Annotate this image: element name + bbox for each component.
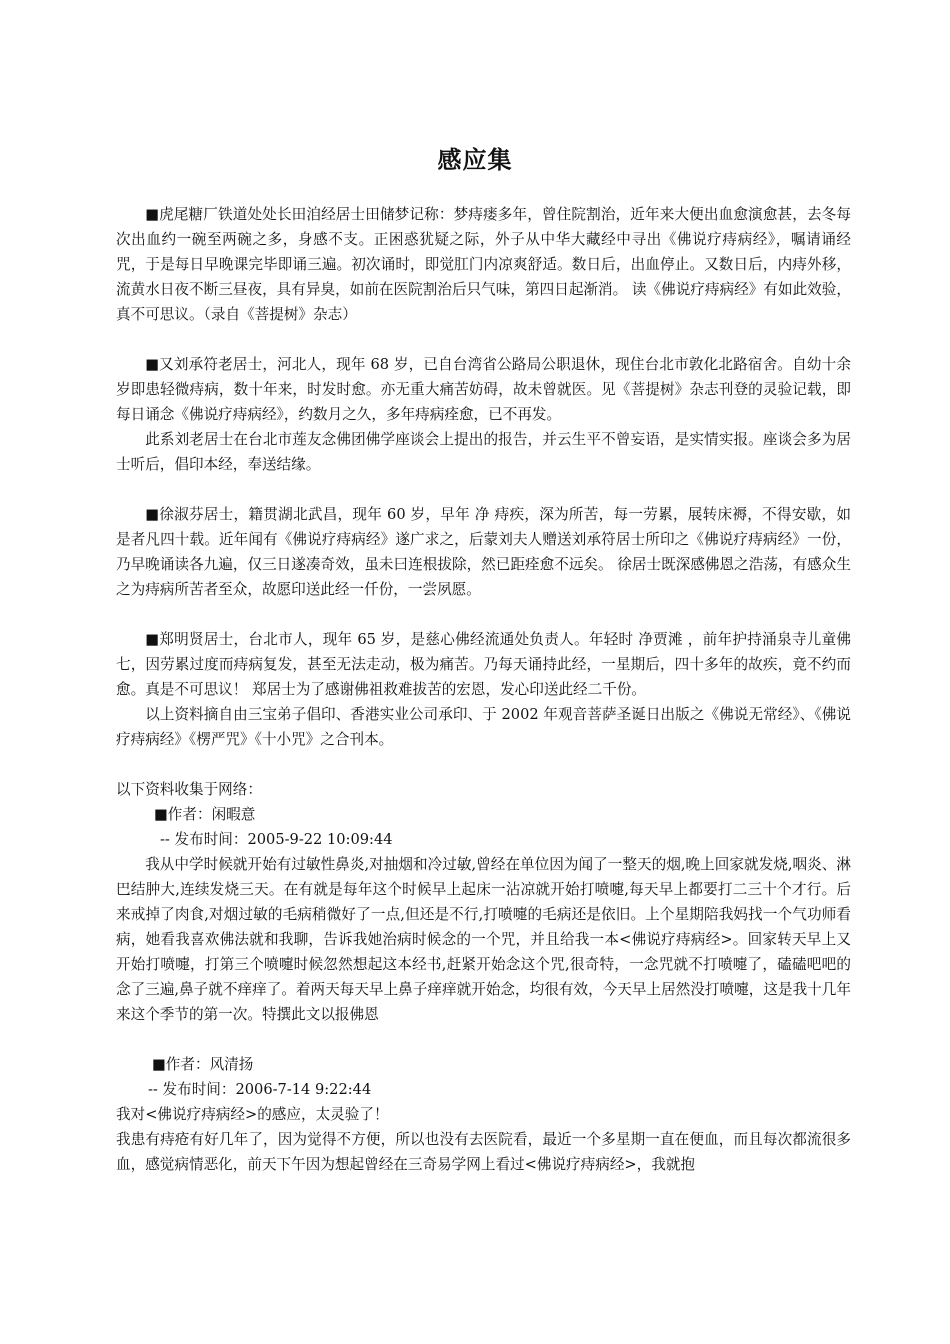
post-headline: 我对<佛说疗痔病经>的感应，太灵验了！ (116, 1106, 389, 1123)
testimony-tian-paragraph: ■虎尾糖厂铁道处处长田洎经居士田储梦记称：梦痔瘘多年，曾住院割治，近年来大便出血愈演愈甚，去冬每次出血约一碗至两碗之多，身感不支。正困惑犹疑之际，外子从中华大藏经中寻出《佛说疗痔病经》，嘱请诵经咒，于是每日早晚课完毕即诵三遍。初次诵时，即觉肛门内凉爽舒适。数日后，出血停止。又数日后，内痔外移，流黄水日夜不断三昼夜，具有异臭，如前在医院割治后只气味，第四日起渐消。 读《佛说疗痔病经》有如此效验，真不可思议。（录自《菩提树》杂志） (116, 206, 851, 323)
source-note-paragraph: 以上资料摘自由三宝弟子倡印、香港实业公司承印、于 2002 年观音菩萨圣诞日出版之《佛说无常经》、《佛说疗痔病经》《楞严咒》《十小咒》之合刊本。 (116, 706, 851, 748)
spacer (116, 602, 851, 627)
spacer (116, 1027, 851, 1052)
post-body-paragraph: 我从中学时候就开始有过敏性鼻炎,对抽烟和冷过敏,曾经在单位因为闻了一整天的烟,晚上回家就发烧,咽炎、淋巴结肿大,连续发烧三天。在有就是每年这个时候早上起床一沾凉就开始打喷嚏,每天早上都要打二三十个才行。后来戒掉了肉食,对烟过敏的毛病稍微好了一点,但还是不行,打喷嚏的毛病还是依旧。上个星期陪我妈找一个气功师看病，她看我喜欢佛法就和我聊，告诉我她治病时候念的一个咒，并且给我一本<佛说疗痔病经>。回家转天早上又开始打喷嚏，打第三个喷嚏时候忽然想起这本经书,赶紧开始念这个咒,很奇特，一念咒就不打喷嚏了，磕磕吧吧的念了三遍,鼻子就不痒痒了。着两天每天早上鼻子痒痒就开始念，均很有效，今天早上居然没打喷嚏，这是我十几年来这个季节的第一次。特撰此文以报佛恩 (116, 856, 851, 1023)
post-author-line: ■作者：风清扬 (152, 1056, 254, 1073)
post-time-line: -- 发布时间：2006-7-14 9:22:44 (148, 1081, 372, 1098)
testimony-zheng-paragraph: ■郑明贤居士，台北市人，现年 65 岁，是慈心佛经流通处负责人。年轻时 净贾滩 ，前年护持涌泉寺儿童佛七，因劳累过度而痔病复发，甚至无法走动，极为痛苦。乃每天诵持此经，一星期后，四十多年的故疾，竟不约而愈。真是不可思议！ 郑居士为了感谢佛祖救难拔苦的宏恩，发心印送此经二千份。 (116, 631, 851, 698)
post-body-paragraph: 我患有痔疮有好几年了，因为觉得不方便，所以也没有去医院看，最近一个多星期一直在便血，而且每次都流很多血，感觉病情恶化，前天下午因为想起曾经在三奇易学网上看过<佛说疗痔病经>，我就抱 (116, 1131, 851, 1173)
testimony-xu-paragraph: ■徐淑芬居士，籍贯湖北武昌，现年 60 岁，早年 净 痔疾，深为所苦，每一劳累，展转床褥，不得安歇，如是者凡四十载。近年闻有《佛说疗痔病经》遂广求之，后蒙刘夫人赠送刘承符居士所印之《佛说疗痔病经》一份，乃早晚诵读各九遍，仅三日遂凑奇效，虽未曰连根拔除，然已距痊愈不远矣。 徐居士既深感佛恩之浩荡，有感众生之为痔病所苦者至众，故愿印送此经一仟份，一尝夙愿。 (116, 506, 851, 598)
post-author-line: ■作者：闲暇意 (154, 806, 256, 823)
spacer (116, 752, 851, 777)
post-time-line: -- 发布时间：2005-9-22 10:09:44 (160, 831, 393, 848)
testimony-liu-paragraph: ■又刘承符老居士，河北人，现年 68 岁，已自台湾省公路局公职退休，现住台北市敦化北路宿舍。自幼十余岁即患轻微痔病，数十年来，时发时愈。亦无重大痛苦妨碍，故未曾就医。见《菩提树》杂志刊登的灵验记载，即每日诵念《佛说疗痔病经》，约数月之久，多年痔病痊愈，已不再发。 (116, 356, 851, 423)
spacer (116, 327, 851, 352)
document-body (116, 202, 851, 1177)
spacer (116, 477, 851, 502)
internet-intro-line: 以下资料收集于网络： (116, 781, 262, 798)
document-title: 感应集 (437, 146, 513, 174)
testimony-liu-note: 此系刘老居士在台北市莲友念佛团佛学座谈会上提出的报告，并云生平不曾妄语，是实情实报。座谈会多为居士听后，倡印本经，奉送结缘。 (116, 431, 851, 473)
